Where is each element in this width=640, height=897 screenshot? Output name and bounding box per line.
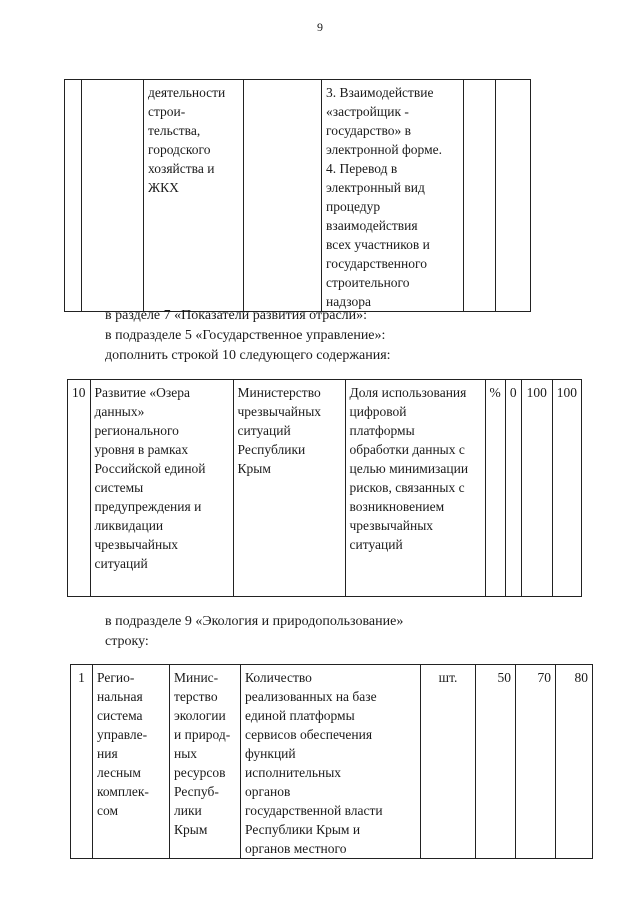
indicator-name: Количество реализованных на базе единой платформы сервисов обеспечения функций исполнительных органов государственной власти Республики Крым и органов местного (241, 665, 421, 859)
value-3: 100 (552, 380, 581, 597)
responsible-ministry: Министерство чрезвычайных ситуаций Республики Крым (233, 380, 345, 597)
table-new-row-10 (67, 379, 582, 597)
table-row (68, 380, 582, 597)
project-name: Развитие «Озера данных» регионального уровня в рамках Российской единой системы предупреждения и ликвидации чрезвычайных ситуаций (90, 380, 233, 597)
instruction-line: в подразделе 5 «Государственное управление»: (105, 328, 386, 343)
table-cell-empty (82, 80, 144, 312)
indicator-name: Доля использования цифровой платформы обработки данных с целью минимизации рисков, связанных с возникновением чрезвычайных ситуаций (345, 380, 485, 597)
row-number: 1 (71, 665, 93, 859)
table-cell-empty (496, 80, 531, 312)
instruction-line: в подразделе 9 «Экология и природопользование» (105, 614, 404, 629)
value-3: 80 (556, 665, 593, 859)
table-continuation (64, 79, 531, 312)
table-cell-measures: 3. Взаимодействие «застройщик - государство» в электронной форме. 4. Перевод в электронный вид процедур взаимодействия всех участников и государственного строительного надзора (322, 80, 464, 312)
table-cell-empty (464, 80, 496, 312)
value-2: 70 (516, 665, 556, 859)
table-row-1 (70, 664, 593, 859)
unit: шт. (421, 665, 476, 859)
responsible-ministry: Минис- терство экологии и природ- ных ресурсов Респуб- лики Крым (170, 665, 241, 859)
instruction-line: в разделе 7 «Показатели развития отрасли»: (105, 308, 368, 323)
value-1: 50 (476, 665, 516, 859)
table-row (71, 665, 593, 859)
row-number: 10 (68, 380, 91, 597)
table-cell-empty (244, 80, 322, 312)
table-cell-activity: деятельности строи- тельства, городского хозяйства и ЖКХ (144, 80, 244, 312)
unit: % (485, 380, 505, 597)
value-2: 100 (521, 380, 552, 597)
page-number: 9 (317, 20, 323, 34)
table-row (65, 80, 531, 312)
instruction-line: строку: (105, 634, 149, 649)
project-name: Регио- нальная система управле- ния лесным комплек- сом (93, 665, 170, 859)
instruction-line: дополнить строкой 10 следующего содержания: (105, 348, 391, 363)
table-cell-empty (65, 80, 82, 312)
value-1: 0 (505, 380, 521, 597)
